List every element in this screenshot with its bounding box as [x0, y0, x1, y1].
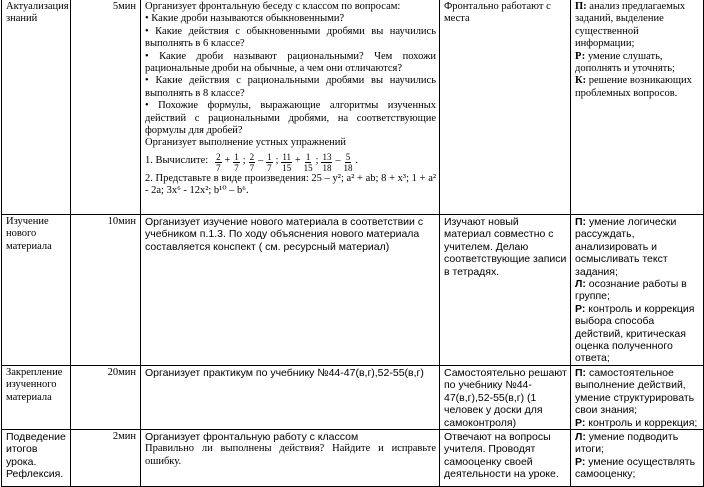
- uud-key: Р:: [575, 455, 586, 468]
- denominator: 7: [267, 162, 272, 173]
- time-cell: 2мин: [71, 429, 141, 486]
- uud-cell: [571, 429, 704, 486]
- table-row: [2, 365, 704, 429]
- uud-text: умение слушать, дополнять и уточнять;: [575, 50, 675, 75]
- fraction: [249, 152, 256, 173]
- teacher-line: Организует фронтальную работу с классом: [145, 430, 359, 443]
- uud-cell: [571, 215, 704, 366]
- student-activity-cell: Фронтально работают с места: [440, 0, 571, 215]
- uud-key: Р:: [575, 302, 586, 315]
- denominator: 7: [249, 162, 255, 173]
- uud-key: Л:: [575, 430, 586, 443]
- separator: ;: [275, 155, 279, 167]
- teacher-activity-cell: [141, 429, 440, 486]
- denominator: 7: [234, 162, 239, 173]
- fraction: [304, 152, 313, 173]
- time-cell: 10мин: [71, 215, 141, 366]
- fraction: [233, 152, 240, 173]
- uud-key: П:: [575, 366, 587, 379]
- stage-cell: Актуализация знаний: [2, 0, 71, 215]
- table-row: [2, 429, 704, 486]
- denominator: 18: [343, 162, 353, 173]
- uud-text: умение осуществлять самооценку;: [575, 455, 696, 481]
- question-item: • Похожие формулы, выражающие алгоритмы изученных действий с рациональными дробями, на соответствующие формулы для дробей?: [145, 100, 436, 137]
- uud-key: П:: [575, 216, 587, 228]
- numerator: 1: [305, 151, 311, 162]
- fraction: [343, 152, 352, 173]
- numerator: 1: [234, 151, 239, 162]
- question-item: • Какие действия с обыкновенными дробями вы научились выполнять в 6 классе?: [145, 25, 436, 50]
- teacher-question: Правильно ли выполнены действия? Найдите и исправьте ошибку.: [145, 443, 436, 467]
- task1-line: [145, 152, 436, 173]
- uud-key: П:: [575, 1, 587, 12]
- lesson-plan-table: [1, 0, 704, 487]
- uud-text: осознание работы в группе;: [575, 278, 687, 303]
- numerator: 2: [216, 151, 221, 162]
- question-item: • Какие действия с рациональными дробями вы научились выполнять в 8 классе?: [145, 75, 436, 99]
- separator: ;: [242, 155, 246, 167]
- denominator: 7: [216, 162, 221, 173]
- task2-text: 2. Представьте в виде произведения: 25 – y²; a² + ab; 8 + x³; 1 + a² - 2a; 3x⁶ - 12x²; b¹⁰ – b⁶.: [145, 172, 436, 197]
- uud-text: решение возникающих проблемных вопросов.: [575, 75, 692, 99]
- teacher-activity-cell: Организует изучение нового материала в соответствии с учебником п.1.3. По ходу объяснения нового материала составляется конспект ( см. ресурсный материал): [141, 215, 440, 366]
- stage-cell: Закрепление изученного материала: [2, 365, 71, 429]
- operator: +: [224, 155, 231, 167]
- numerator: 5: [345, 151, 351, 162]
- separator: .: [355, 155, 358, 167]
- stage-cell: Изучение нового материала: [2, 215, 71, 366]
- numerator: 11: [282, 151, 292, 162]
- numerator: 2: [249, 151, 255, 162]
- uud-key: К:: [575, 75, 587, 87]
- operator: –: [258, 155, 264, 167]
- uud-text: контроль и коррекция выбора способа действий, критическая оценка полученного ответа;: [575, 302, 695, 365]
- teacher-activity-cell: [141, 0, 440, 215]
- uud-text: умение подводить итоги;: [575, 430, 679, 456]
- operator: –: [335, 155, 341, 167]
- uud-key: Л:: [575, 278, 586, 291]
- student-activity-cell: Изучают новый материал совместно с учителем. Делаю соответствующие записи в тетрадях.: [440, 215, 571, 366]
- uud-text: умение логически рассуждать, анализировать и осмысливать текст задания;: [575, 216, 677, 278]
- separator: ;: [315, 155, 319, 167]
- student-activity-cell: Отвечают на вопросы учителя. Проводят самооценку своей деятельности на уроке.: [440, 429, 571, 486]
- teacher-activity-cell: Организует практикум по учебнику №44-47(в,г),52-55(в,г): [141, 365, 440, 429]
- operator: +: [295, 155, 301, 167]
- oral-exercises-label: Организует выполнение устных упражнений: [145, 137, 346, 149]
- fraction-expressions: [214, 152, 360, 173]
- table-row: [2, 215, 704, 366]
- numerator: 1: [267, 151, 272, 162]
- uud-cell: [571, 365, 704, 429]
- uud-text: анализ предлагаемых заданий, выделение существенной информации;: [575, 1, 686, 50]
- denominator: 18: [322, 162, 332, 173]
- fraction: [215, 152, 222, 173]
- table-row: [2, 0, 704, 215]
- student-activity-cell: Самостоятельно решают по учебнику №44-47(в,г),52-55(в,г) (1 человек у доски для самоконтроля): [440, 365, 571, 429]
- task1-label: 1. Вычислите:: [145, 155, 209, 167]
- denominator: 15: [303, 162, 313, 173]
- denominator: 15: [282, 162, 292, 173]
- fraction: [281, 152, 292, 173]
- uud-key: Р:: [575, 50, 586, 62]
- uud-text: контроль и коррекция;: [585, 416, 698, 429]
- stage-cell: Подведение итогов урока. Рефлексия.: [2, 429, 71, 486]
- fraction: [321, 152, 332, 173]
- fraction: [266, 152, 273, 173]
- teacher-intro: Организует фронтальную беседу с классом по вопросам:: [145, 1, 401, 12]
- uud-cell: [571, 0, 704, 215]
- time-cell: 5мин: [71, 0, 141, 215]
- question-item: • Какие дроби называют рациональными? Чем похожи рациональные дроби на обычные, а чем они отличаются?: [145, 50, 436, 75]
- time-cell: 20мин: [71, 365, 141, 429]
- question-item: • Какие дроби называются обыкновенными?: [145, 13, 345, 25]
- uud-key: Р:: [575, 416, 586, 429]
- numerator: 13: [322, 151, 332, 162]
- uud-text: самостоятельное выполнение действий, умение структурировать свои знания;: [575, 366, 695, 417]
